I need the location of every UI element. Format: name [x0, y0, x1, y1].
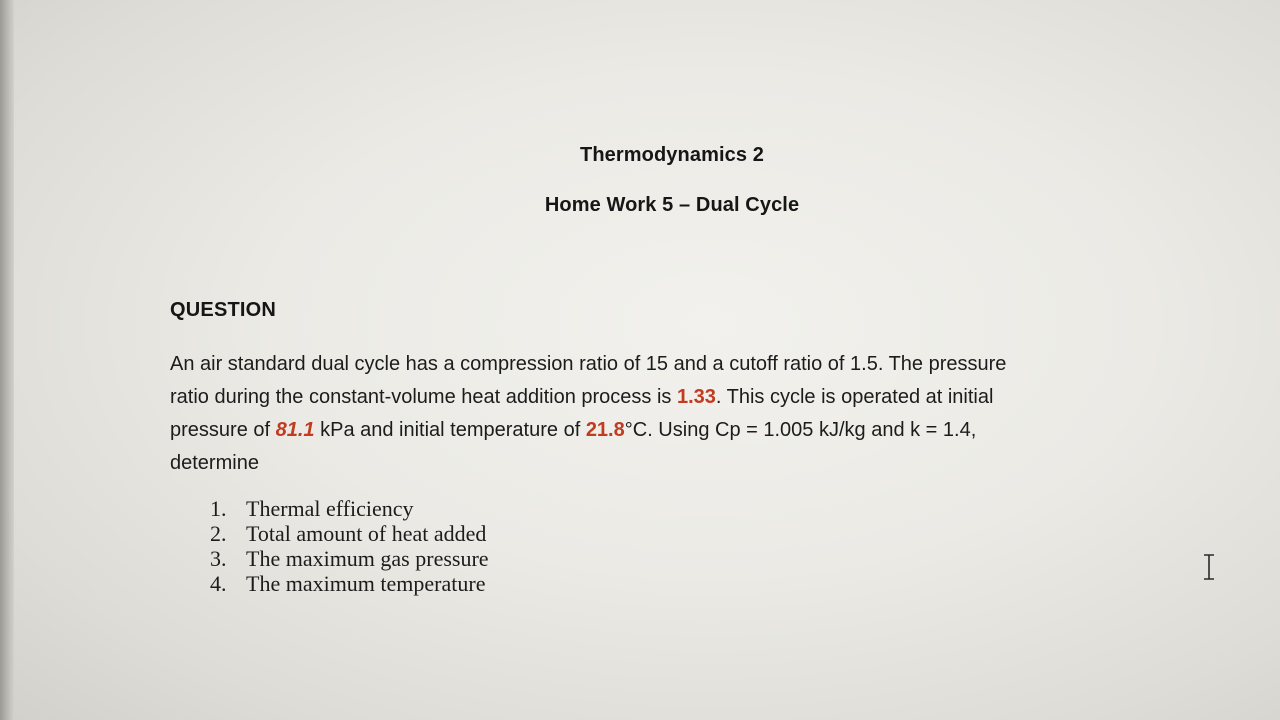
line-1-text: An air standard dual cycle has a compression ratio of 15 and a cutoff ratio of 1.5. The pressure: [170, 353, 1007, 375]
document-subtitle: Home Work 5 – Dual Cycle: [544, 194, 800, 216]
question-line-4: [170, 447, 1160, 480]
list-item-number: 3.: [210, 546, 227, 571]
list-item-text: Thermal efficiency: [246, 496, 414, 521]
question-list: [210, 496, 489, 596]
line-2-text-b: . This cycle is operated at initial: [715, 386, 994, 408]
text-cursor-icon: [1200, 553, 1218, 581]
question-line-1: [170, 348, 1160, 381]
pressure-ratio-value: 1.33: [676, 386, 716, 408]
list-item: [210, 571, 489, 596]
line-4-text: determine: [170, 452, 259, 474]
question-line-2: [170, 381, 1160, 414]
question-heading: QUESTION: [170, 299, 277, 321]
line-3-text-b: kPa and initial temperature of: [314, 419, 586, 441]
line-3-text-c: °C. Using Cp = 1.005 kJ/kg and k = 1.4,: [624, 419, 977, 441]
list-item-text: Total amount of heat added: [246, 521, 487, 546]
line-3-text-a: pressure of: [170, 419, 276, 441]
list-item: [210, 546, 489, 571]
initial-temperature-value: 21.8: [585, 419, 625, 441]
list-item-number: 1.: [210, 496, 227, 521]
question-line-3: [170, 414, 1160, 447]
line-2-text-a: ratio during the constant-volume heat addition process is: [170, 386, 677, 408]
list-item-text: The maximum temperature: [246, 571, 486, 596]
list-item: [210, 521, 489, 546]
list-item-number: 2.: [210, 521, 227, 546]
list-item: [210, 496, 489, 521]
list-item-number: 4.: [210, 571, 227, 596]
initial-pressure-value: 81.1: [275, 419, 315, 441]
monitor-bezel: [0, 0, 14, 720]
document-title: Thermodynamics 2: [580, 144, 764, 166]
list-item-text: The maximum gas pressure: [246, 546, 489, 571]
